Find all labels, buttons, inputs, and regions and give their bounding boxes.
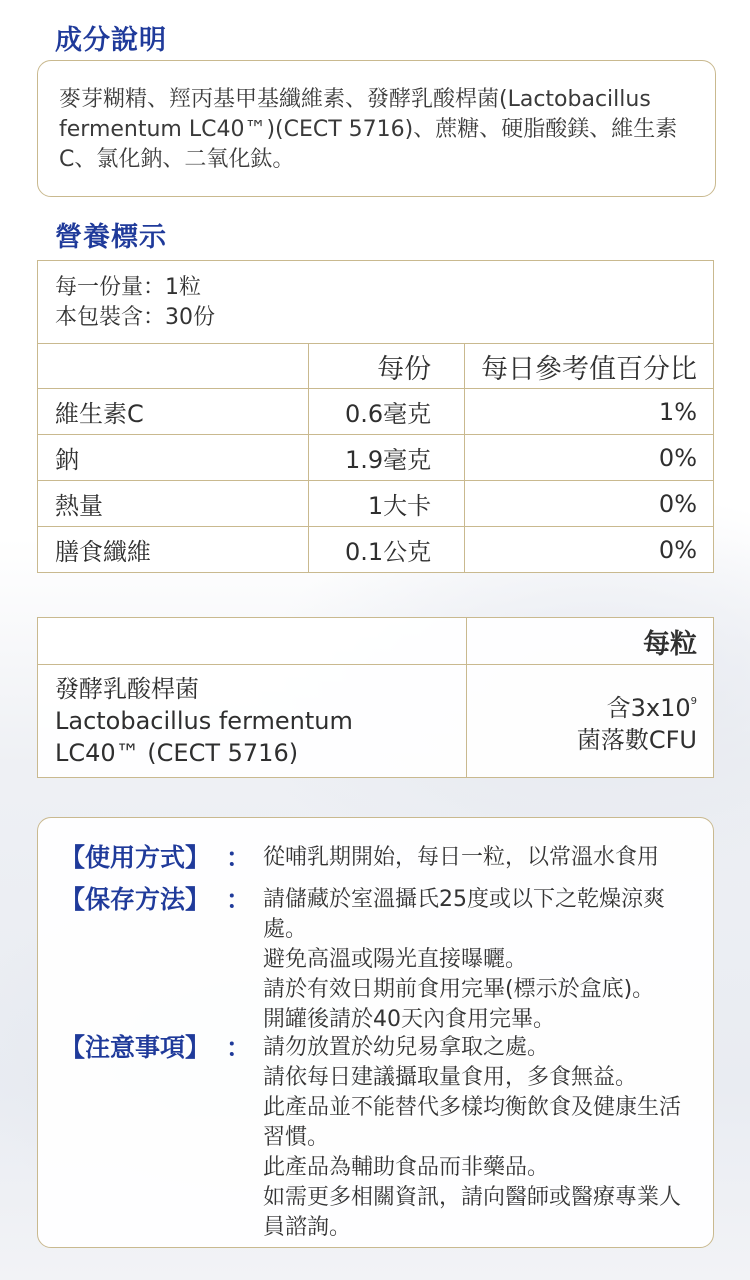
nutrient-daily-value: 0% bbox=[465, 527, 714, 573]
usage-storage-label: 【保存方法】 bbox=[60, 885, 211, 914]
strain-amount-cell bbox=[467, 665, 714, 778]
header-blank bbox=[38, 344, 309, 389]
strain-name-code: LC40™ (CECT 5716) bbox=[55, 739, 299, 767]
nutrient-per-serving: 0.6毫克 bbox=[309, 389, 465, 435]
storage-line: 請於有效日期前食用完畢(標示於盒底)。 bbox=[263, 977, 655, 1002]
strain-table bbox=[37, 617, 714, 778]
notice-line: 請勿放置於幼兒易拿取之處。 bbox=[263, 1035, 550, 1060]
usage-storage-text bbox=[263, 885, 693, 1035]
nutrition-table bbox=[37, 343, 714, 573]
usage-notice-text bbox=[263, 1033, 693, 1243]
nutrient-name: 熱量 bbox=[38, 481, 309, 527]
strain-header-blank bbox=[38, 618, 467, 665]
strain-name-zh: 發酵乳酸桿菌 bbox=[55, 675, 199, 703]
strain-amount bbox=[467, 686, 697, 724]
colon: ： bbox=[226, 1033, 252, 1062]
notice-line: 此產品並不能替代多樣均衡飲食及健康生活習慣。 bbox=[263, 1095, 682, 1150]
usage-notice-label: 【注意事項】 bbox=[60, 1033, 211, 1062]
storage-line: 避免高溫或陽光直接曝曬。 bbox=[263, 947, 528, 972]
nutrient-daily-value: 0% bbox=[465, 435, 714, 481]
usage-method-text: 從哺乳期開始，每日一粒，以常溫水食用 bbox=[263, 845, 660, 870]
strain-amount-prefix: 含3x10 bbox=[606, 694, 691, 722]
strain-name-latin: Lactobacillus fermentum bbox=[55, 707, 353, 735]
notice-line: 如需更多相關資訊，請向醫師或醫療專業人員諮詢。 bbox=[263, 1185, 682, 1240]
strain-amount-exponent: 9 bbox=[690, 696, 697, 707]
storage-line: 請儲藏於室溫攝氏25度或以下之乾燥涼爽處。 bbox=[263, 887, 665, 942]
colon: ： bbox=[226, 843, 252, 872]
colon: ： bbox=[226, 885, 252, 914]
header-per-serving: 每份 bbox=[309, 344, 465, 389]
table-row bbox=[38, 527, 714, 573]
nutrient-daily-value: 0% bbox=[465, 481, 714, 527]
notice-line: 此產品為輔助食品而非藥品。 bbox=[263, 1155, 550, 1180]
strain-header-per-capsule: 每粒 bbox=[467, 618, 714, 665]
ingredients-text: 麥芽糊精、羥丙基甲基纖維素、發酵乳酸桿菌(Lactobacillus fermentum LC40™)(CECT 5716)、蔗糖、硬脂酸鎂、維生素C、氯化鈉、二氧化鈦。 bbox=[59, 87, 678, 172]
serving-size: 每一份量：1粒 bbox=[55, 275, 201, 300]
serving-info bbox=[37, 260, 714, 344]
ingredients-box bbox=[37, 60, 716, 197]
nutrient-name: 維生素C bbox=[38, 389, 309, 435]
nutrient-per-serving: 1.9毫克 bbox=[309, 435, 465, 481]
header-daily-value: 每日參考值百分比 bbox=[465, 344, 714, 389]
nutrient-per-serving: 0.1公克 bbox=[309, 527, 465, 573]
usage-method-label: 【使用方式】 bbox=[60, 843, 211, 872]
nutrient-name: 鈉 bbox=[38, 435, 309, 481]
nutrition-title: 營養標示 bbox=[55, 222, 167, 253]
notice-line: 請依每日建議攝取量食用，多食無益。 bbox=[263, 1065, 638, 1090]
servings-per-pack: 本包裝含：30份 bbox=[55, 305, 215, 330]
table-row bbox=[38, 481, 714, 527]
strain-row bbox=[38, 665, 714, 778]
nutrition-header-row bbox=[38, 344, 714, 389]
nutrient-per-serving: 1大卡 bbox=[309, 481, 465, 527]
storage-line: 開罐後請於40天內食用完畢。 bbox=[263, 1007, 555, 1032]
strain-amount-unit: 菌落數CFU bbox=[576, 726, 697, 754]
strain-header-row bbox=[38, 618, 714, 665]
strain-name-cell bbox=[38, 665, 467, 778]
table-row bbox=[38, 389, 714, 435]
ingredients-title: 成分說明 bbox=[55, 25, 167, 56]
usage-box bbox=[37, 817, 714, 1248]
nutrient-daily-value: 1% bbox=[465, 389, 714, 435]
nutrient-name: 膳食纖維 bbox=[38, 527, 309, 573]
table-row bbox=[38, 435, 714, 481]
